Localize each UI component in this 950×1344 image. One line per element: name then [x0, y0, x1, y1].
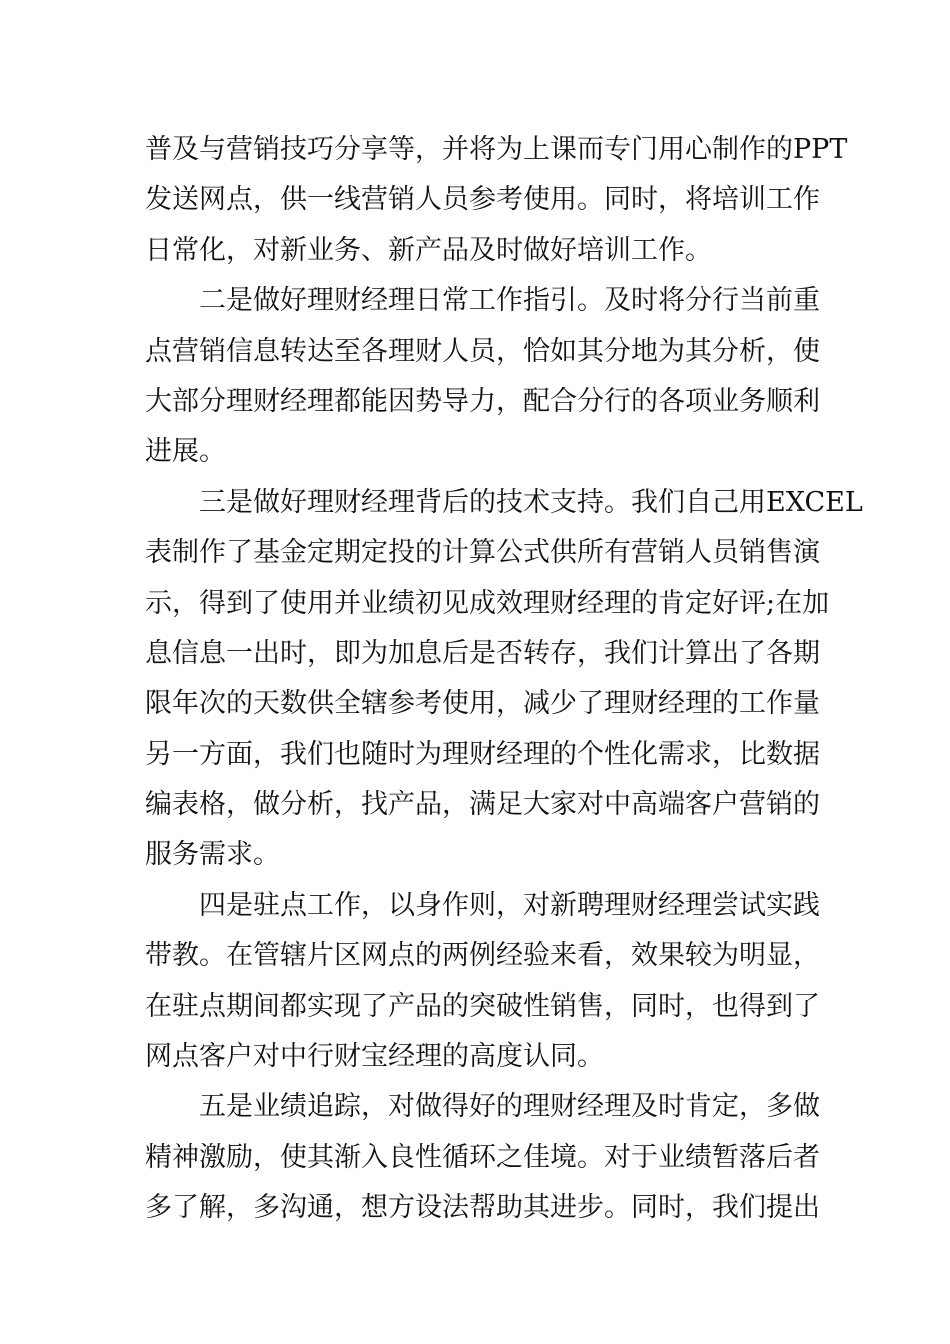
text-line: 服务需求。	[145, 839, 280, 871]
text-line: 编表格，做分析，找产品，满足大家对中高端客户营销的	[145, 789, 820, 821]
text-line: 多了解，多沟通，想方设法帮助其进步。同时，我们提出	[145, 1192, 820, 1224]
paragraph-onsite-work	[145, 881, 820, 1083]
text-line: 示，得到了使用并业绩初见成效理财经理的肯定好评;在加	[145, 587, 830, 619]
paragraph-training-sharing	[145, 125, 848, 276]
text-line: 带教。在管辖片区网点的两例经验来看，效果较为明显，	[145, 940, 820, 972]
text-line: 点营销信息转达至各理财人员，恰如其分地为其分析，使	[145, 335, 820, 367]
text-line: 表制作了基金定期定投的计算公式供所有营销人员销售演	[145, 537, 820, 569]
text-line: 息信息一出时，即为加息后是否转存，我们计算出了各期	[145, 637, 820, 669]
text-line: 另一方面，我们也随时为理财经理的个性化需求，比数据	[145, 738, 820, 770]
paragraph-performance-tracking	[145, 1082, 820, 1233]
text-line: 五是业绩追踪，对做得好的理财经理及时肯定，多做	[199, 1091, 820, 1123]
text-line: 大部分理财经理都能因势导力，配合分行的各项业务顺利	[145, 385, 820, 417]
text-line: 在驻点期间都实现了产品的突破性销售，同时，也得到了	[145, 990, 820, 1022]
text-line: 精神激励，使其渐入良性循环之佳境。对于业绩暂落后者	[145, 1141, 820, 1173]
paragraph-technical-support	[145, 478, 863, 881]
text-line: 网点客户对中行财宝经理的高度认同。	[145, 1041, 604, 1073]
text-line: 进展。	[145, 436, 226, 468]
text-line: 限年次的天数供全辖参考使用，减少了理财经理的工作量	[145, 688, 820, 720]
text-line: 普及与营销技巧分享等，并将为上课而专门用心制作的PPT	[145, 134, 848, 165]
text-line: 四是驻点工作，以身作则，对新聘理财经理尝试实践	[199, 889, 820, 921]
text-line: 三是做好理财经理背后的技术支持。我们自己用EXCEL	[199, 486, 863, 518]
text-line: 日常化，对新业务、新产品及时做好培训工作。	[145, 234, 712, 266]
body-text	[145, 125, 863, 1234]
text-line: 发送网点，供一线营销人员参考使用。同时，将培训工作	[145, 184, 820, 216]
paragraph-daily-guidance	[145, 276, 820, 478]
text-line: 二是做好理财经理日常工作指引。及时将分行当前重	[199, 285, 820, 317]
